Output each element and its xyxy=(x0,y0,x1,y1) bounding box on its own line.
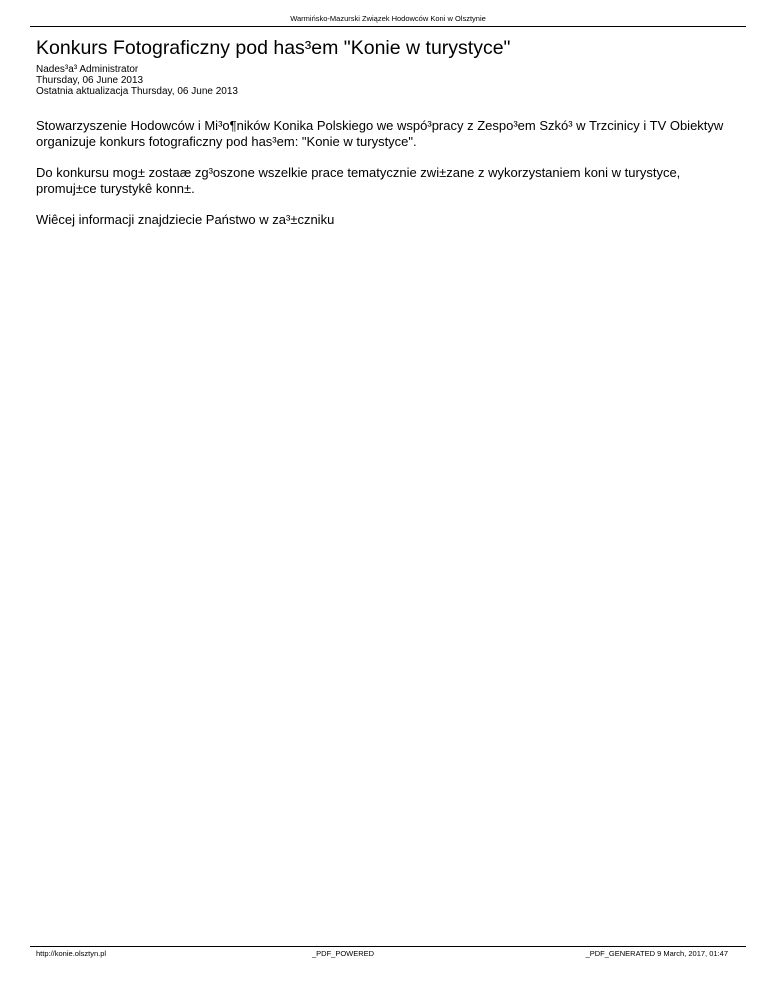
page-header xyxy=(30,14,746,27)
paragraph: Do konkursu mog± zostaæ zg³oszone wszelkie prace tematycznie zwi±zane z wykorzystaniem koni w turystyce, promuj±ce turystykê konn±. xyxy=(36,165,681,196)
footer-generated: _PDF_GENERATED 9 March, 2017, 01:47 xyxy=(585,949,728,958)
article-title: Konkurs Fotograficzny pod has³em "Konie w turystyce" xyxy=(36,37,511,59)
article-body xyxy=(36,118,736,243)
last-updated: Ostatnia aktualizacja Thursday, 06 June 2013 xyxy=(36,86,238,97)
footer-url: http://konie.olsztyn.pl xyxy=(36,949,107,958)
site-name: Warmińsko-Mazurski Związek Hodowców Koni w Olsztynie xyxy=(290,14,486,23)
page-footer xyxy=(30,946,746,961)
author-line: Nades³a³ Administrator xyxy=(36,64,139,75)
paragraph: Stowarzyszenie Hodowców i Mi³o¶ników Konika Polskiego we wspó³pracy z Zespo³em Szkó³ w Trzcinicy i TV Obiektyw organizuje konkurs fotograficzny pod has³em: "Konie w turystyce". xyxy=(36,118,724,149)
publish-date: Thursday, 06 June 2013 xyxy=(36,75,144,86)
paragraph: Wiêcej informacji znajdziecie Państwo w za³±czniku xyxy=(36,212,335,227)
article-meta xyxy=(36,64,238,97)
footer-powered: _PDF_POWERED xyxy=(312,949,375,958)
